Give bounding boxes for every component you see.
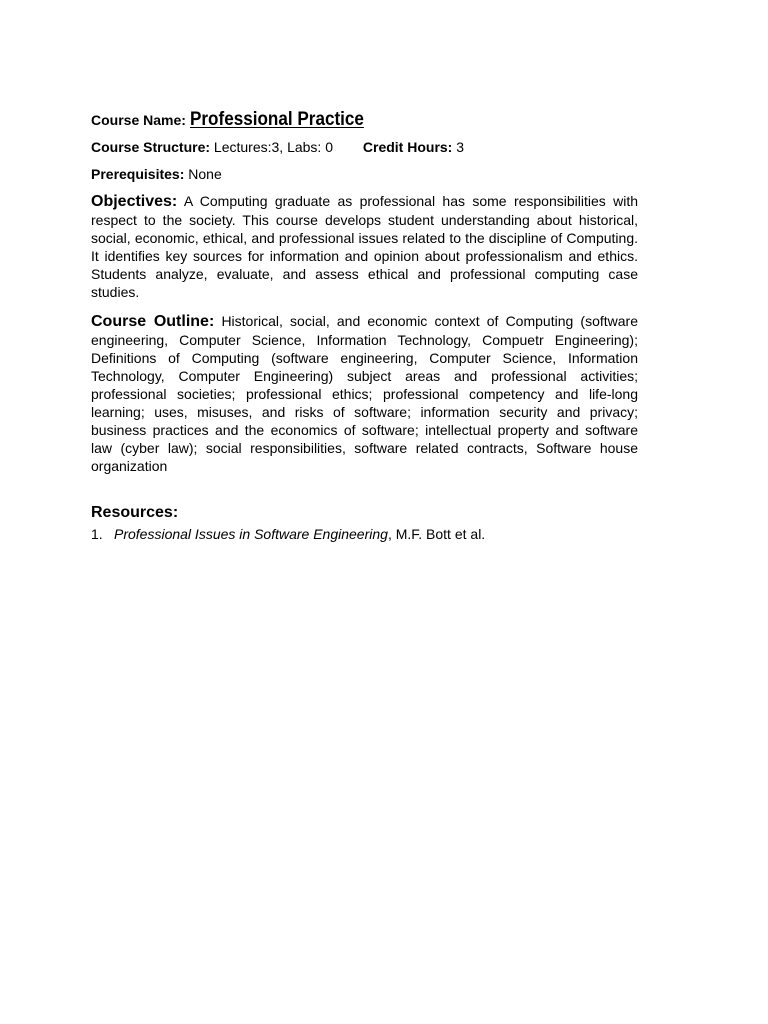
course-name-value: Professional Practice [189,109,364,130]
resource-author: , M.F. Bott et al. [387,526,486,542]
course-name-label: Course Name: [91,112,186,128]
resource-item [91,525,638,543]
credit-hours-label: Credit Hours: [362,139,453,155]
resources-heading: Resources: [91,504,179,521]
course-outline-label: Course Outline: [91,313,215,330]
course-structure-label: Course Structure: [91,139,211,155]
course-structure-value: Lectures:3, Labs: 0 [213,139,333,155]
course-outline-text: Historical, social, and economic context of Computing (software engineering, Computer Science, Information Technology, Compuetr Engineering); Definitions of Computing (software engineering, Computer Science, Information Technology, Computer Engineering) subject areas and professional activities; professional societies; professional ethics; professional competency and life-long learning; uses, misuses, and risks of software; information security and privacy; business practices and the economics of software; intellectual property and software law (cyber law); social responsibilities, software related contracts, Software house organization [91,313,639,474]
objectives-section [91,192,638,301]
prerequisites-line [91,165,638,183]
resource-number: 1. [91,526,103,542]
resource-title: Professional Issues in Software Engineering [114,526,388,542]
course-structure-line [91,138,638,156]
credit-hours-value: 3 [456,139,465,155]
course-outline-section [91,312,638,475]
prerequisites-value: None [188,166,222,182]
prerequisites-label: Prerequisites: [91,166,185,182]
course-document [91,108,638,543]
credit-hours [363,138,464,156]
objectives-label: Objectives: [91,193,178,210]
objectives-text: A Computing graduate as professional has some responsibilities with respect to the society. This course develops student understanding about historical, social, economic, ethical, and professional issues related to the discipline of Computing. It identifies key sources for information and opinion about professionalism and ethics. Students analyze, evaluate, and assess ethical and professional computing case studies. [91,193,639,300]
course-name-line [91,108,638,132]
